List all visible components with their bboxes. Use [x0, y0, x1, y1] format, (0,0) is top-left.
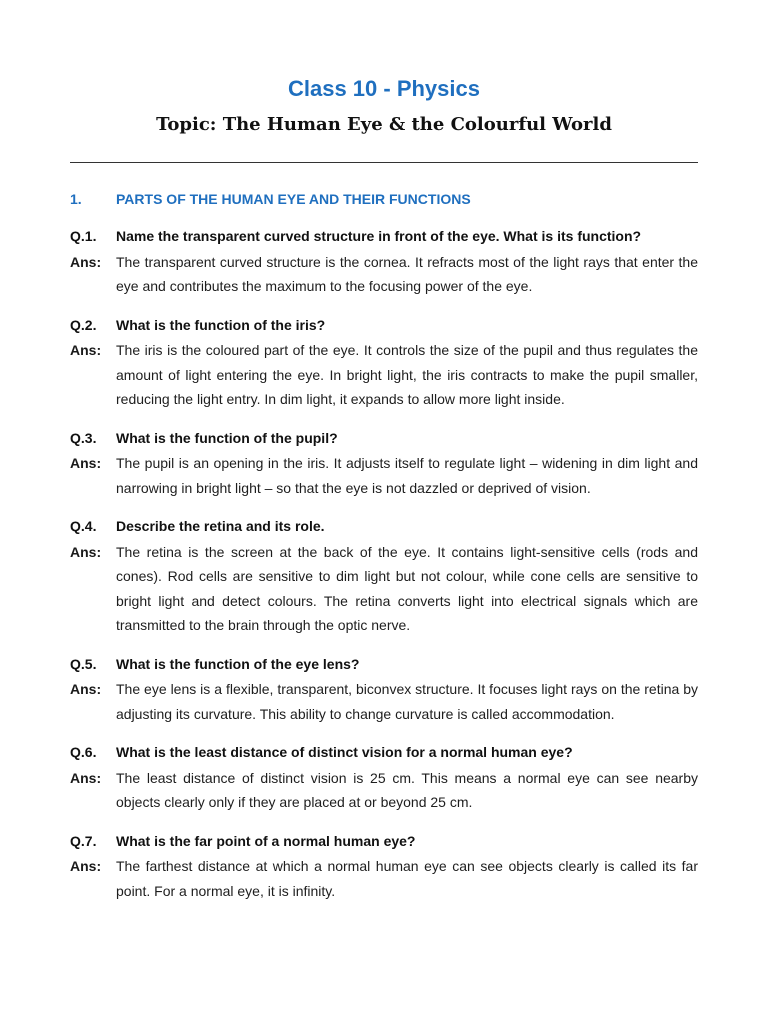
qa-item — [70, 224, 698, 299]
question-label: Q.5. — [70, 655, 97, 672]
question-label: Q.4. — [70, 518, 97, 534]
question-text: What is the function of the eye lens? — [116, 655, 360, 672]
question-row — [70, 829, 698, 854]
qa-item — [70, 740, 698, 815]
question-row — [70, 426, 698, 451]
qa-item — [70, 652, 698, 727]
question-label: Q.1. — [70, 228, 97, 244]
question-row — [70, 224, 698, 249]
question-text: What is the far point of a normal human eye? — [116, 832, 416, 849]
answer-row — [70, 854, 698, 903]
section-number: 1. — [70, 191, 82, 207]
answer-text: The transparent curved structure is the cornea. It refracts most of the light rays that enter the eye and contributes the maximum to the focusing power of the eye. — [116, 253, 698, 294]
answer-row — [70, 451, 698, 500]
question-row — [70, 740, 698, 765]
answer-label: Ans: — [70, 681, 102, 697]
answer-label: Ans: — [70, 342, 102, 358]
answer-text: The farthest distance at which a normal human eye can see objects clearly is called its far point. For a normal eye, it is infinity. — [116, 858, 698, 899]
question-text: What is the function of the iris? — [116, 316, 326, 333]
answer-label: Ans: — [70, 769, 102, 786]
answer-row — [70, 540, 698, 638]
section-title: PARTS OF THE HUMAN EYE AND THEIR FUNCTIONS — [116, 191, 471, 207]
divider — [70, 162, 698, 163]
qa-item — [70, 426, 698, 501]
section-heading — [70, 188, 698, 210]
qa-item — [70, 514, 698, 638]
question-label: Q.7. — [70, 832, 97, 849]
question-label: Q.6. — [70, 744, 97, 760]
question-text: Describe the retina and its role. — [116, 518, 325, 534]
answer-text: The retina is the screen at the back of the eye. It contains light-sensitive cells (rods and cones). Rod cells are sensitive to dim light but not colour, while cone cells are sensitive to bright light and detect colours. The retina converts light into electrical signals which are transmitted to the brain through the optic nerve. — [116, 543, 698, 633]
answer-label: Ans: — [70, 543, 102, 560]
topic-title: Topic: The Human Eye & the Colourful World — [156, 114, 612, 135]
answer-label: Ans: — [70, 455, 102, 471]
qa-item — [70, 313, 698, 412]
answer-label: Ans: — [70, 253, 102, 270]
question-text: What is the function of the pupil? — [116, 429, 338, 446]
class-title: Class 10 - Physics — [287, 76, 480, 101]
answer-row — [70, 677, 698, 726]
question-text: What is the least distance of distinct vision for a normal human eye? — [116, 744, 573, 760]
answer-text: The least distance of distinct vision is 25 cm. This means a normal eye can see nearby objects clearly only if they are placed at or beyond 25 cm. — [116, 769, 698, 810]
question-row — [70, 514, 698, 539]
answer-row — [70, 766, 698, 815]
answer-text: The pupil is an opening in the iris. It adjusts itself to regulate light – widening in dim light and narrowing in bright light – so that the eye is not dazzled or deprived of vision. — [116, 455, 698, 496]
question-text: Name the transparent curved structure in front of the eye. What is its function? — [116, 228, 642, 244]
question-row — [70, 652, 698, 677]
question-label: Q.2. — [70, 316, 97, 333]
answer-row — [70, 250, 698, 299]
qa-list — [70, 224, 698, 903]
answer-label: Ans: — [70, 858, 102, 874]
answer-text: The iris is the coloured part of the eye. It controls the size of the pupil and thus regulates the amount of light entering the eye. In bright light, the iris contracts to make the pupil smaller, reducing the light entry. In dim light, it expands to allow more light inside. — [116, 342, 698, 407]
question-row — [70, 313, 698, 338]
question-label: Q.3. — [70, 429, 97, 446]
answer-row — [70, 338, 698, 412]
qa-item — [70, 829, 698, 904]
answer-text: The eye lens is a flexible, transparent, biconvex structure. It focuses light rays on the retina by adjusting its curvature. This ability to change curvature is called accommodation. — [116, 681, 698, 722]
